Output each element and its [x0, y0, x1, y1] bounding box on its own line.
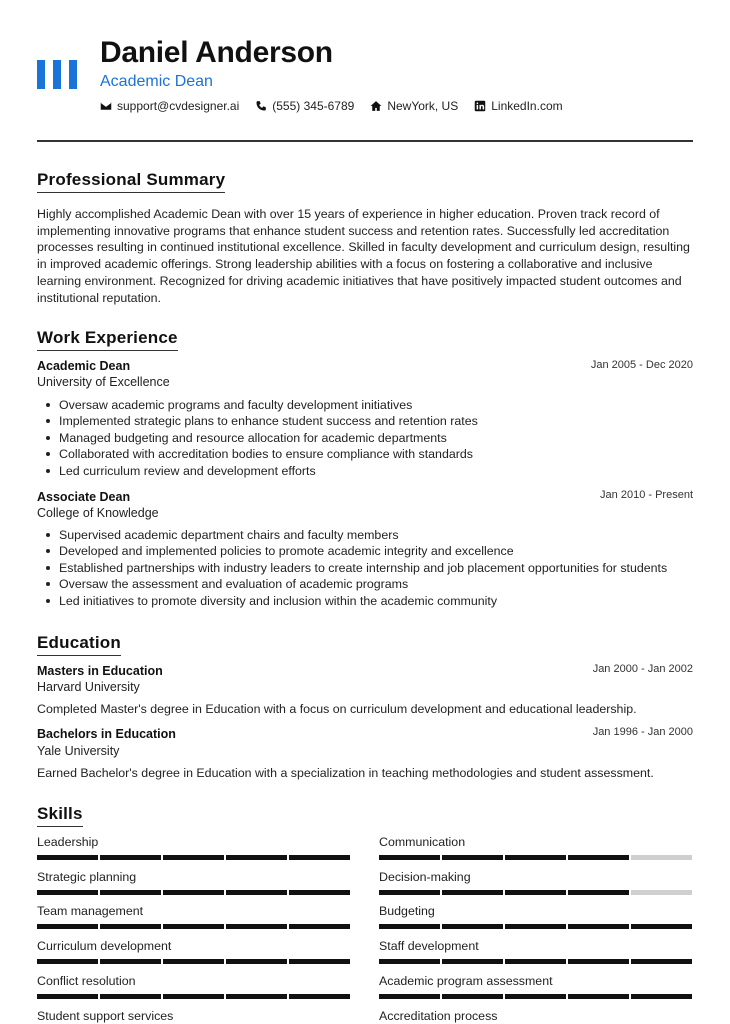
skill-item	[379, 974, 692, 999]
skill-level-segment	[568, 959, 629, 964]
skills-heading: Skills	[37, 804, 83, 827]
skill-name: Strategic planning	[37, 869, 137, 884]
list-item: Supervised academic department chairs and faculty members	[37, 527, 697, 543]
skill-name: Decision-making	[379, 869, 471, 884]
skill-level-bar	[37, 959, 350, 964]
skill-name: Accreditation process	[379, 1008, 498, 1023]
skill-name: Team management	[37, 904, 144, 919]
skill-level-segment	[442, 959, 503, 964]
skill-name: Budgeting	[379, 904, 435, 919]
job-organization: College of Knowledge	[37, 506, 159, 520]
skill-name: Leadership	[37, 835, 99, 849]
skill-level-segment	[163, 994, 224, 999]
skill-level-segment	[442, 994, 503, 999]
skill-item	[379, 1009, 692, 1024]
skill-level-segment	[163, 855, 224, 860]
linkedin-icon	[474, 100, 486, 112]
skill-level-segment	[289, 994, 350, 999]
envelope-icon	[100, 100, 112, 112]
skill-level-segment	[226, 855, 287, 860]
skill-level-segment	[100, 855, 161, 860]
list-item: Collaborated with accreditation bodies to ensure compliance with standards	[37, 446, 697, 462]
education-heading: Education	[37, 633, 121, 656]
job-bullets	[37, 397, 697, 479]
skill-item	[37, 870, 350, 895]
education-dates: Jan 1996 - Jan 2000	[592, 726, 693, 738]
summary-heading: Professional Summary	[37, 170, 225, 193]
school-name: Yale University	[37, 744, 120, 758]
skill-item	[37, 1009, 350, 1024]
phone-icon	[255, 100, 267, 112]
skill-name: Curriculum development	[37, 939, 172, 954]
skill-level-segment	[379, 959, 440, 964]
logo-bars	[37, 60, 77, 89]
skill-level-segment	[289, 959, 350, 964]
skill-level-segment	[379, 855, 440, 860]
skill-level-bar	[37, 855, 350, 860]
contact-phone[interactable]	[255, 99, 354, 113]
skill-item	[379, 939, 692, 964]
contact-email-text: support@cvdesigner.ai	[117, 99, 240, 113]
experience-heading: Work Experience	[37, 328, 178, 351]
education-description: Completed Master's degree in Education with a focus on curriculum development and educational leadership.	[37, 702, 637, 716]
skill-name: Conflict resolution	[37, 973, 136, 988]
home-icon	[370, 100, 382, 112]
skill-level-segment	[37, 855, 98, 860]
list-item: Led curriculum review and development efforts	[37, 463, 697, 479]
list-item: Managed budgeting and resource allocation for academic departments	[37, 430, 697, 446]
skill-level-segment	[379, 994, 440, 999]
education-dates: Jan 2000 - Jan 2002	[592, 663, 693, 675]
skill-level-segment	[631, 959, 692, 964]
skill-level-bar	[37, 994, 350, 999]
skill-item	[37, 939, 350, 964]
skill-level-segment	[568, 890, 629, 895]
job-bullets	[37, 527, 697, 609]
skill-name: Academic program assessment	[379, 973, 553, 988]
list-item: Developed and implemented policies to promote academic integrity and excellence	[37, 543, 697, 559]
job-title: Academic Dean	[37, 359, 131, 373]
education-description: Earned Bachelor's degree in Education with a specialization in teaching methodologies and student assessment.	[37, 766, 654, 780]
skill-level-segment	[226, 959, 287, 964]
contact-row	[100, 99, 579, 113]
contact-email[interactable]	[100, 99, 239, 113]
degree-title: Masters in Education	[37, 664, 163, 678]
skill-level-bar	[37, 890, 350, 895]
skill-level-segment	[163, 959, 224, 964]
list-item: Implemented strategic plans to enhance student success and retention rates	[37, 413, 697, 429]
skill-level-segment	[100, 994, 161, 999]
contact-location-text: NewYork, US	[387, 99, 459, 113]
skill-level-segment	[226, 924, 287, 929]
skill-name: Staff development	[379, 939, 479, 954]
skill-level-bar	[37, 924, 350, 929]
skill-level-segment	[37, 994, 98, 999]
skill-level-segment	[163, 890, 224, 895]
skill-level-segment	[37, 959, 98, 964]
skill-level-segment	[631, 924, 692, 929]
skill-level-segment	[442, 890, 503, 895]
degree-title: Bachelors in Education	[37, 727, 176, 741]
skill-level-segment	[289, 890, 350, 895]
skill-level-segment	[442, 855, 503, 860]
skill-level-segment	[37, 890, 98, 895]
list-item: Oversaw the assessment and evaluation of academic programs	[37, 576, 697, 592]
skill-level-segment	[631, 855, 692, 860]
header-divider	[37, 140, 693, 142]
summary-text: Highly accomplished Academic Dean with over 15 years of experience in higher education. Proven track record of implementing innovative programs that enhance student success and retention rates. Successfully led accreditation processes resulting in continued institutional excellence. Skilled in faculty development and curriculum design, resulting in improved academic offerings. Strong leadership abilities with a focus on fostering a collaborative and inclusive learning environment. Recognized for driving academic initiatives that have positively impacted student outcomes and institutional reputation.	[37, 207, 690, 305]
skill-level-segment	[289, 924, 350, 929]
skill-level-bar	[379, 994, 692, 999]
list-item: Oversaw academic programs and faculty development initiatives	[37, 397, 697, 413]
skill-level-segment	[226, 994, 287, 999]
skill-level-segment	[505, 959, 566, 964]
skill-level-segment	[226, 890, 287, 895]
contact-linkedin[interactable]	[474, 99, 562, 113]
skill-item	[37, 835, 350, 860]
skill-level-segment	[379, 924, 440, 929]
job-dates: Jan 2005 - Dec 2020	[590, 359, 693, 371]
candidate-name: Daniel Anderson	[100, 36, 333, 69]
skill-item	[37, 904, 350, 929]
skill-level-segment	[631, 890, 692, 895]
skill-level-bar	[379, 890, 692, 895]
skill-level-segment	[289, 855, 350, 860]
skill-level-segment	[505, 890, 566, 895]
skill-level-segment	[100, 924, 161, 929]
job-title: Associate Dean	[37, 490, 131, 504]
skill-level-segment	[379, 890, 440, 895]
skill-level-segment	[100, 959, 161, 964]
contact-linkedin-text: LinkedIn.com	[491, 99, 563, 113]
skill-level-segment	[568, 924, 629, 929]
skill-level-segment	[442, 924, 503, 929]
contact-phone-text: (555) 345-6789	[272, 99, 355, 113]
skill-name: Communication	[379, 835, 466, 849]
skill-level-bar	[379, 959, 692, 964]
skill-level-bar	[379, 855, 692, 860]
skill-level-bar	[379, 924, 692, 929]
skill-level-segment	[100, 890, 161, 895]
school-name: Harvard University	[37, 680, 140, 694]
contact-location	[370, 99, 458, 113]
skill-level-segment	[163, 924, 224, 929]
skill-item	[37, 974, 350, 999]
skill-level-segment	[505, 855, 566, 860]
job-dates: Jan 2010 - Present	[600, 489, 693, 501]
skill-item	[379, 835, 692, 860]
list-item: Led initiatives to promote diversity and inclusion within the academic community	[37, 593, 697, 609]
skill-level-segment	[568, 994, 629, 999]
skill-item	[379, 870, 692, 895]
skill-level-segment	[568, 855, 629, 860]
skill-level-segment	[505, 994, 566, 999]
skill-level-segment	[631, 994, 692, 999]
skill-level-segment	[37, 924, 98, 929]
candidate-title: Academic Dean	[100, 73, 213, 90]
list-item: Established partnerships with industry leaders to create internship and job placement opportunities for students	[37, 560, 697, 576]
skill-level-segment	[505, 924, 566, 929]
job-organization: University of Excellence	[37, 375, 170, 389]
skill-name: Student support services	[37, 1008, 174, 1023]
skill-item	[379, 904, 692, 929]
